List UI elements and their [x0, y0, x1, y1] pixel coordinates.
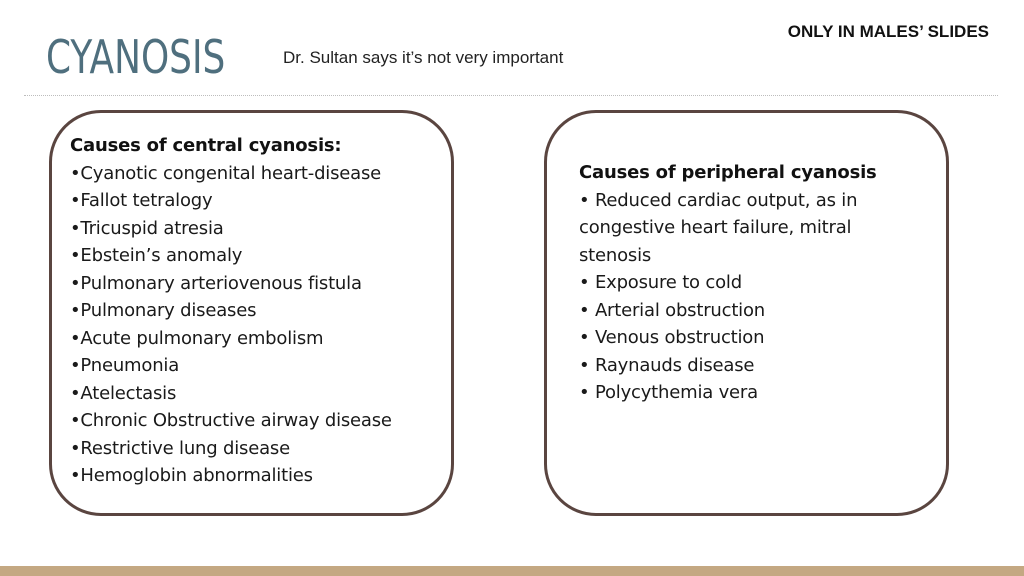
bottom-accent-bar [0, 566, 1024, 576]
list-item: •Restrictive lung disease [70, 437, 290, 459]
list-item: •Ebstein’s anomaly [70, 245, 243, 266]
list-item: • Venous obstruction [579, 327, 765, 348]
list-item: •Acute pulmonary embolism [70, 327, 324, 349]
list-item: •Tricuspid atresia [70, 217, 224, 239]
list-item: • Exposure to cold [579, 272, 742, 293]
list-item: • Polycythemia vera [579, 382, 758, 403]
list-item: •Hemoglobin abnormalities [70, 465, 313, 486]
list-item: •Pulmonary arteriovenous fistula [70, 272, 362, 294]
list-item: •Fallot tetralogy [70, 190, 213, 211]
list-item: • Raynauds disease [579, 354, 755, 376]
central-cyanosis-heading: Causes of central cyanosis: [70, 135, 342, 156]
list-item: •Chronic Obstructive airway disease [70, 410, 392, 431]
list-item: •Cyanotic congenital heart-disease [70, 162, 382, 184]
peripheral-cyanosis-panel [544, 110, 949, 516]
slide-title: CYANOSIS [46, 30, 226, 84]
males-only-badge: ONLY IN MALES’ SLIDES [787, 22, 989, 41]
list-item: •Atelectasis [70, 382, 177, 404]
header-divider [24, 95, 998, 96]
central-cyanosis-panel [49, 110, 454, 516]
list-item: • Reduced cardiac output, as in congestive heart failure, mitral stenosis [579, 189, 858, 266]
peripheral-cyanosis-heading: Causes of peripheral cyanosis [579, 162, 877, 183]
slide-subtitle: Dr. Sultan says it’s not very important [283, 48, 564, 67]
list-item: • Arterial obstruction [579, 299, 765, 321]
list-item: •Pneumonia [70, 355, 180, 376]
list-item: •Pulmonary diseases [70, 300, 257, 321]
